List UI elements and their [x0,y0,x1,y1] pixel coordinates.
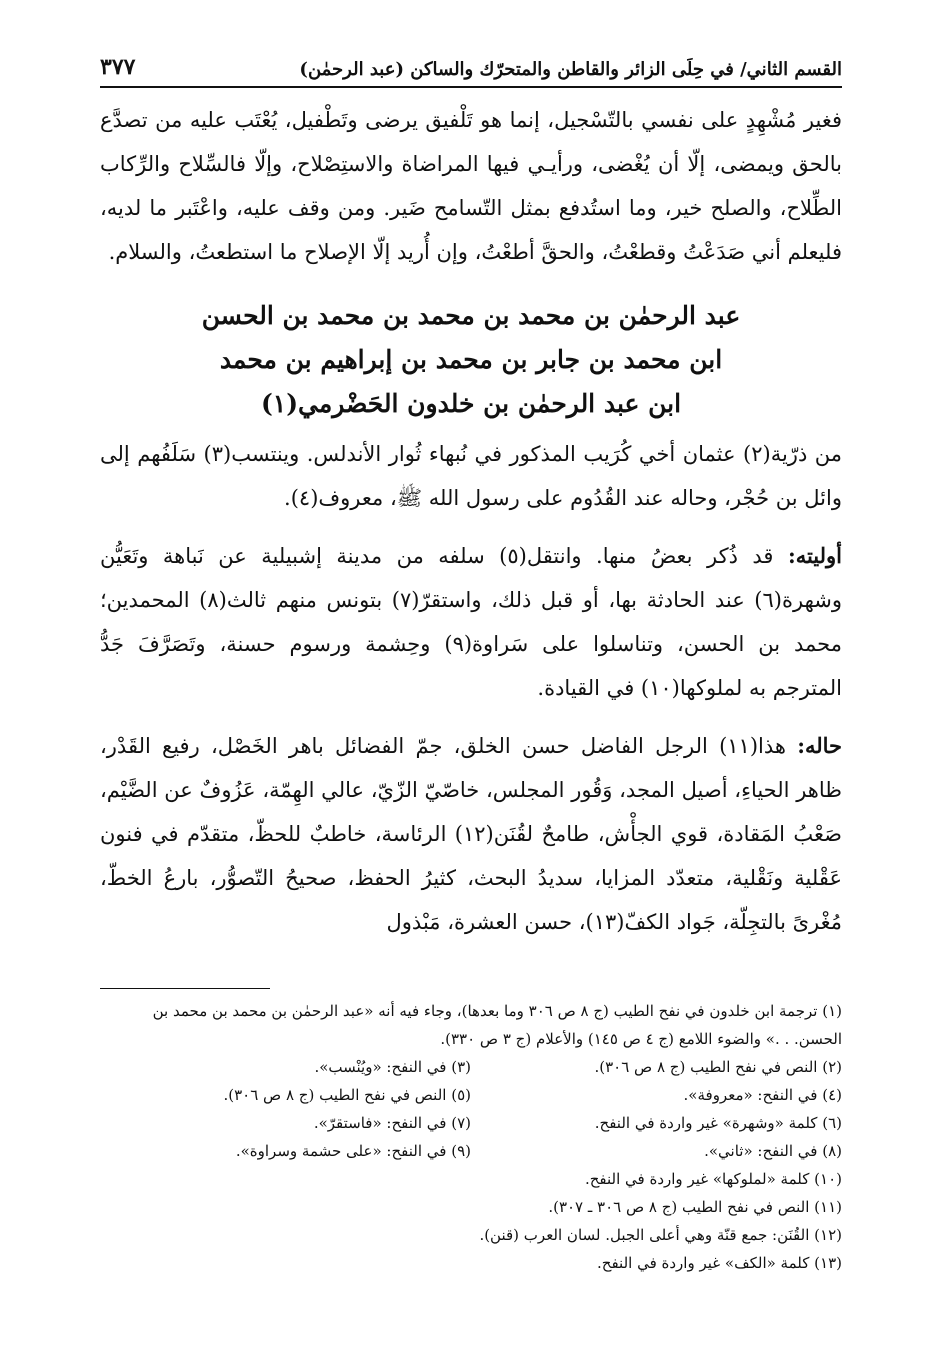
running-header [100,54,842,88]
lineage-paragraph: من ذرّية(٢) عثمان أخي كُرَيب المذكور في نُبهاء ثُوار الأندلس. وينتسب(٣) سَلَفُهم إلى وائل بن حُجْر، وحاله عند القُدُوم على رسول الله ﷺ، معروف(٤). [100,442,843,510]
origins-paragraph [100,534,842,710]
origins-lead: أوليته: [787,543,842,568]
header-title: القسم الثاني/ في حِلَى الزائر والقاطن والمتحرّك والساكن (عبد الرحمٰن) [299,59,842,80]
footnote-5: (٥) النص في نفح الطيب (ج ٨ ص ٣٠٦). [223,1086,471,1104]
description-text: هذا(١١) الرجل الفاضل حسن الخلق، جمّ الفضائل باهر الخَصْل، رفيع القَدْر، ظاهر الحياءِ، أصيل المجد، وَقُور المجلس، خاصّيّ الزّيّ، عالي الهِمّة، عَزُوفٌ عن الضَّيْم، صَعْبُ المَقادة، قوي الجأْش، طامحٌ لقُنَن(١٢) الرئاسة، خاطبٌ للحظّ، متقدّم في فنون عَقْلية ونَقْلية، متعدّد المزايا، سديدُ البحث، كثيرُ الحفظ، صحيحُ التّصوُّر، بارعُ الخطّ، مُغْرىً بالتجِلّة، جَواد الكفّ(١٣)، حسن العشرة، مَبْذول [100,734,842,934]
footnote-2: (٢) النص في نفح الطيب (ج ٨ ص ٣٠٦). [594,1058,842,1076]
footnote-8: (٨) في النفح: «ثاني». [704,1142,842,1160]
heading-line-1: عبد الرحمٰن بن محمد بن محمد بن محمد بن الحسن [201,301,741,330]
footnote-1: (١) ترجمة ابن خلدون في نفح الطيب (ج ٨ ص ٣٠٦ وما بعدها)، وجاء فيه أنه «عبد الرحمٰن بن محمد بن محمد بن الحسن. . .» والضوء اللامع (ج ٤ ص ١٤٥) والأعلام (ج ٣ ص ٣٣٠). [152,1002,842,1048]
footnote-3: (٣) في النفح: «ويُنْسب». [314,1058,471,1076]
description-lead: حاله: [797,733,842,758]
page-number: ٣٧٧ [100,54,136,80]
footnote-4: (٤) في النفح: «معروفة». [683,1086,842,1104]
heading-line-3: ابن عبد الرحمٰن بن خلدون الحَضْرمي(١) [260,389,682,418]
footnote-separator [100,988,270,989]
footnote-9: (٩) في النفح: «على حشمة وسراوة». [235,1142,471,1160]
footnote-7: (٧) في النفح: «فاستقرّ». [313,1114,471,1132]
footnote-10: (١٠) كلمة «لملوكها» غير واردة في النفح. [584,1170,842,1188]
footnotes [100,997,842,1277]
intro-paragraph: فغير مُشْهِدٍ على نفسي بالتّسْجيل، إنما هو تَلْفيق يرضى وتَطْفيل، يُعْتَب عليه من تصدَّع بالحق ويمضى، إلّا أن يُغْضى، ورأيـي فيها المراضاة والاستِصْلاح، وإلّا فالسِّلاح والرِّكاب الطِّلاح، والصلح خير، وما استُدفع بمثل التّسامح ضَير. ومن وقف عليه، واعْتَبر ما لديه، فليعلم أني صَدَعْتُ وقطعْتُ، والحقَّ أطعْتُ، وإن أُريد إلّا الإصلاح ما استطعتُ، والسلام. [100,108,842,264]
entry-heading [100,294,842,426]
footnote-6: (٦) كلمة «وشهرة» غير واردة في النفح. [594,1114,842,1132]
footnote-11: (١١) النص في نفح الطيب (ج ٨ ص ٣٠٦ ـ ٣٠٧). [548,1198,842,1216]
origins-text: قد ذُكر بعضُ منها. وانتقل(٥) سلفه من مدينة إشبيلية عن نَباهة وتَعَيُّن وشهرة(٦) عند الحادثة بها، أو قبل ذلك، واستقرّ(٧) بتونس منهم ثالث(٨) المحمدين؛ محمد بن الحسن، وتناسلوا على سَراوة(٩) وحِشمة ورسوم حسنة، وتَصَرَّفَ جَدُّ المترجم به لملوكها(١٠) في القيادة. [100,544,842,700]
footnote-13: (١٣) كلمة «الكف» غير واردة في النفح. [597,1254,842,1272]
footnote-12: (١٢) القُنَن: جمع قنّة وهي أعلى الجبل. لسان العرب (قنن). [479,1226,842,1244]
heading-line-2: ابن محمد بن جابر بن محمد بن إبراهيم بن محمد [219,345,723,374]
description-paragraph [100,724,842,944]
